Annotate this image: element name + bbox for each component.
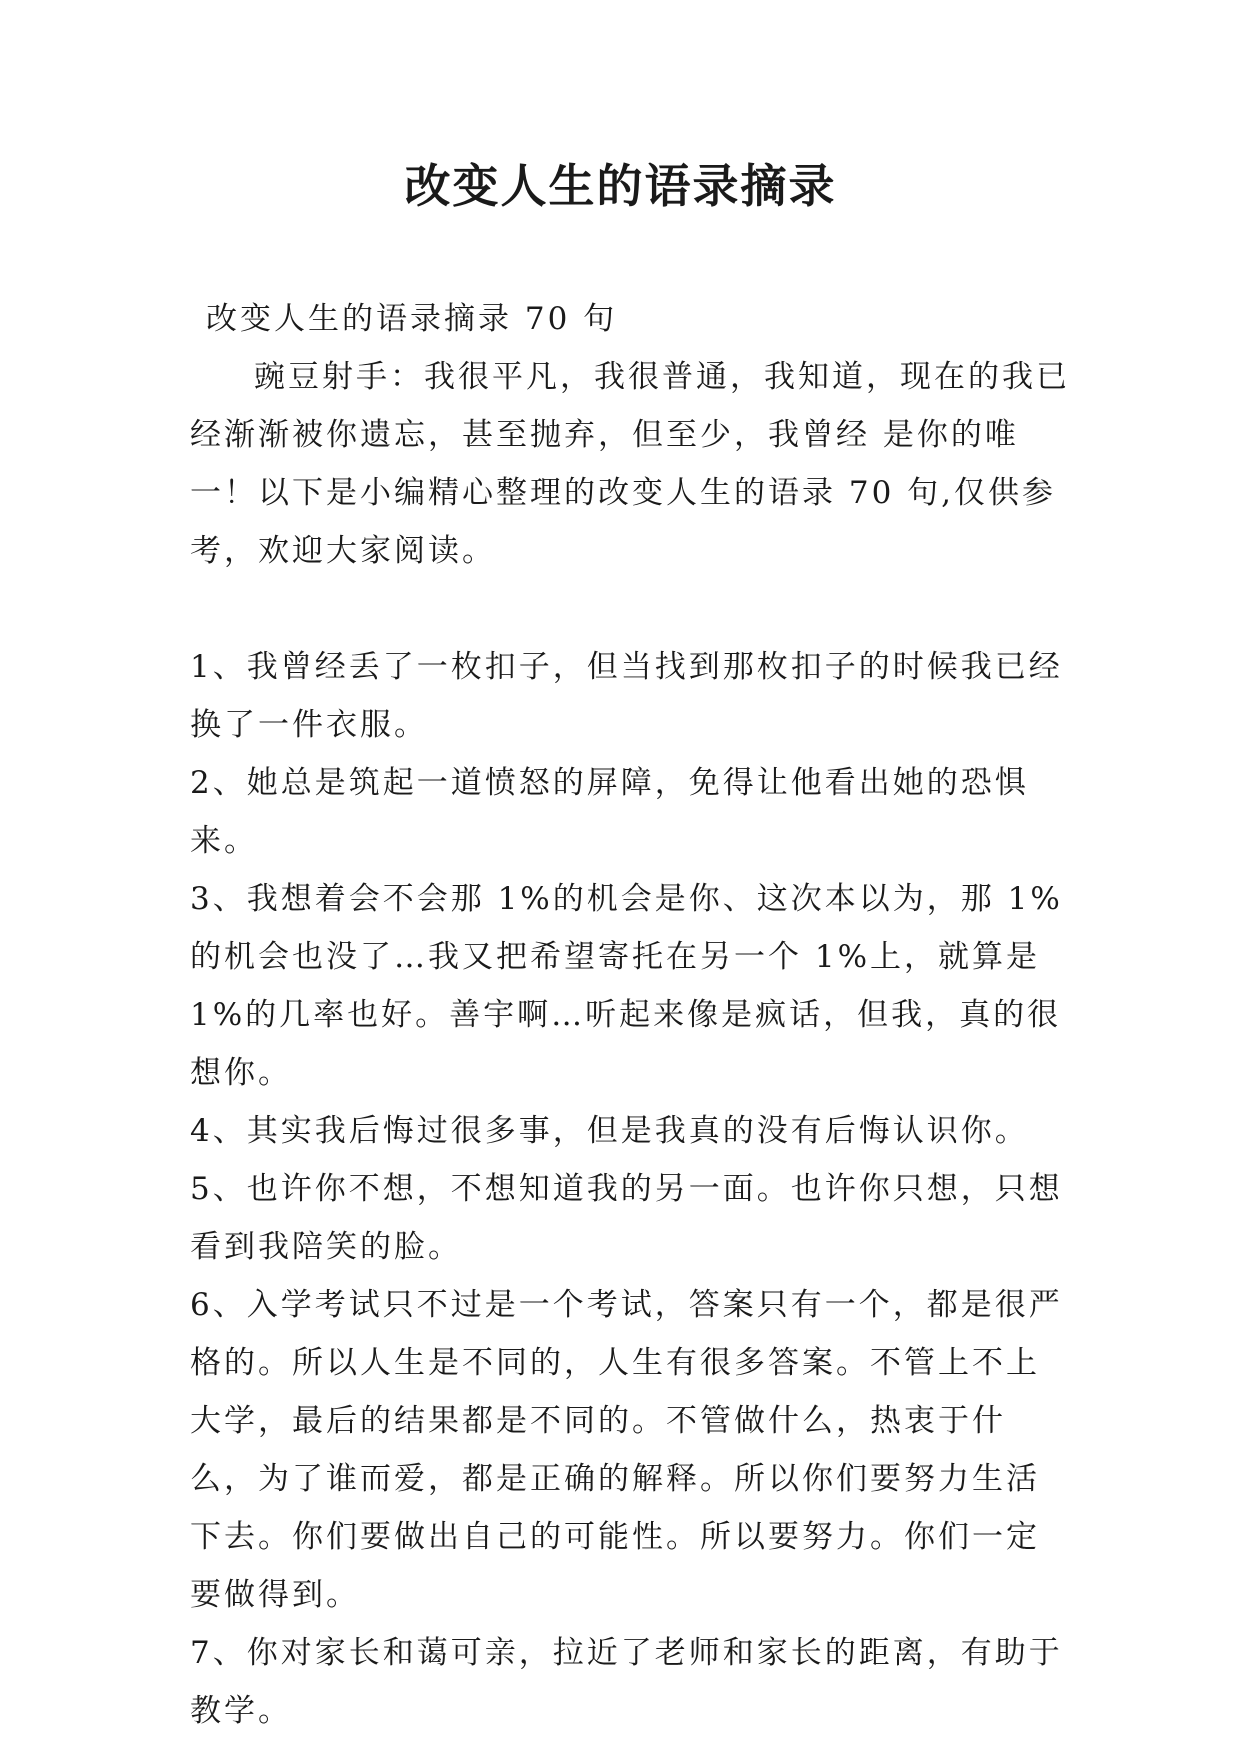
document-body (190, 290, 1070, 1740)
quote-item: 6、入学考试只不过是一个考试，答案只有一个，都是很严格的。所以人生是不同的，人生有很多答案。不管上不上大学，最后的结果都是不同的。不管做什么，热衷于什么，为了谁而爱，都是正确的解释。所以你们要努力生活下去。你们要做出自己的可能性。所以要努力。你们一定要做得到。 (190, 1287, 1063, 1613)
quote-item: 3、我想着会不会那 1%的机会是你、这次本以为，那 1%的机会也没了…我又把希望寄托在另一个 1%上，就算是 1%的几率也好。善宇啊…听起来像是疯话，但我，真的很想你。 (190, 881, 1063, 1091)
quote-item: 7、你对家长和蔼可亲，拉近了老师和家长的距离，有助于教学。 (190, 1635, 1063, 1729)
document-subtitle: 改变人生的语录摘录 70 句 (206, 301, 618, 337)
document-title: 改变人生的语录摘录 (404, 159, 837, 213)
quote-item: 5、也许你不想，不想知道我的另一面。也许你只想，只想看到我陪笑的脸。 (190, 1171, 1063, 1265)
quote-item: 2、她总是筑起一道愤怒的屏障，免得让他看出她的恐惧来。 (190, 765, 1029, 859)
intro-paragraph: 豌豆射手：我很平凡，我很普通，我知道，现在的我已经渐渐被你遗忘，甚至抛弃，但至少，我曾经 是你的唯一！以下是小编精心整理的改变人生的语录 70 句,仅供参考，欢迎大家阅读。 (190, 359, 1070, 569)
quote-item: 1、我曾经丢了一枚扣子，但当找到那枚扣子的时候我已经换了一件衣服。 (190, 649, 1063, 743)
quote-item: 4、其实我后悔过很多事，但是我真的没有后悔认识你。 (190, 1113, 1029, 1149)
quote-list (190, 638, 1070, 1740)
